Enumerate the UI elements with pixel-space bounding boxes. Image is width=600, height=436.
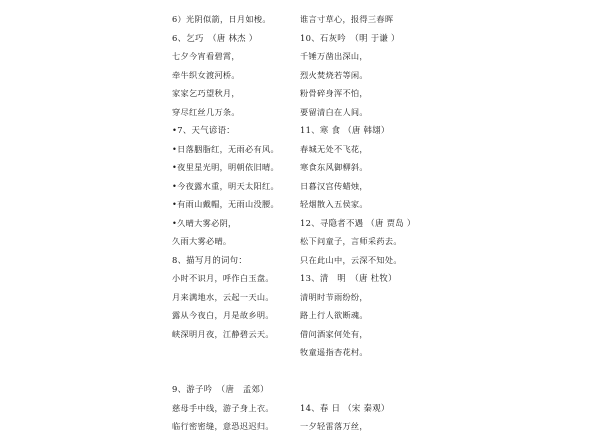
right-column xyxy=(300,10,450,436)
text-line: 轻烟散入五侯家。 xyxy=(300,199,368,209)
text-line: 要留清白在人间。 xyxy=(300,106,368,117)
text-line: 粉骨碎身浑不怕， xyxy=(300,88,368,98)
moon-heading: 8、描写月的词句： xyxy=(172,254,248,265)
proverb-item: •日落胭脂红，无雨必有风。 xyxy=(172,143,279,154)
text-line: 峡深明月夜，江静碧云天。 xyxy=(172,328,274,339)
poem-heading-hanshi: 11、寒 食 （唐 韩翃） xyxy=(300,125,390,135)
proverb-item: •有雨山戴帽，无雨山没腰。 xyxy=(172,199,279,209)
text-line: 慈母手中线，游子身上衣。 xyxy=(172,402,274,413)
proverb-item: •夜里星光明，明朝依旧晴。 xyxy=(172,162,279,172)
text-line: 小时不识月，呼作白玉盘。 xyxy=(172,273,274,283)
poem-heading-chunri: 14、春 日 （宋 秦观） xyxy=(300,402,390,413)
text-line: 露从今夜白，月是故乡明。 xyxy=(172,310,274,320)
text-line: 牧童遥指杏花村。 xyxy=(300,347,368,357)
proverb-item: •今夜露水重，明天太阳红。 xyxy=(172,180,279,191)
text-line: 清明时节雨纷纷， xyxy=(300,291,368,302)
poem-heading-xunyinzhe: 12、寻隐者不遇 （唐 贾岛 ） xyxy=(300,217,416,228)
proverb-heading: •7、天气谚语： xyxy=(172,125,235,135)
text-line: 路上行人欲断魂。 xyxy=(300,310,368,320)
text-line: 日暮汉宫传蜡烛， xyxy=(300,180,368,191)
poem-heading-shihuiyin: 10、石灰吟 （明 于谦 ） xyxy=(300,32,400,43)
text-line: 只在此山中，云深不知处。 xyxy=(300,254,402,265)
text-line: 寒食东风御柳斜。 xyxy=(300,162,368,172)
proverb-item: 久雨大雾必晴。 xyxy=(172,236,232,246)
text-line: 春城无处不飞花， xyxy=(300,143,368,154)
text-line: 借问酒家何处有， xyxy=(300,328,368,339)
text-line: 烈火焚烧若等闲。 xyxy=(300,69,368,80)
text-line: 谁言寸草心，报得三春晖 xyxy=(300,14,394,24)
text-line: 穿尽红丝几万条。 xyxy=(172,106,240,117)
poem-heading-qiqiao: 6、乞巧 （唐 林杰 ） xyxy=(172,32,258,43)
text-line: 月来满地水，云起一天山。 xyxy=(172,291,274,302)
text-line: 临行密密缝，意恐迟迟归。 xyxy=(172,421,274,431)
text-line: 七夕今宵看碧霄， xyxy=(172,51,240,61)
text-line: 6）光阴似箭，日月如梭。 xyxy=(172,14,271,24)
text-line: 松下问童子，言师采药去。 xyxy=(300,236,402,246)
left-column xyxy=(172,10,292,436)
text-line: 千锤万凿出深山， xyxy=(300,51,368,61)
text-line: 家家乞巧望秋月， xyxy=(172,88,240,98)
text-line: 一夕轻雷落万丝， xyxy=(300,421,368,431)
poem-heading-youziyin: 9、游子吟 （唐 孟郊） xyxy=(172,384,269,394)
poem-heading-qingming: 13、清 明 （唐 杜牧） xyxy=(300,273,397,283)
proverb-item: •久晴大雾必阴， xyxy=(172,217,237,228)
text-line: 牵牛织女渡河桥。 xyxy=(172,69,240,80)
